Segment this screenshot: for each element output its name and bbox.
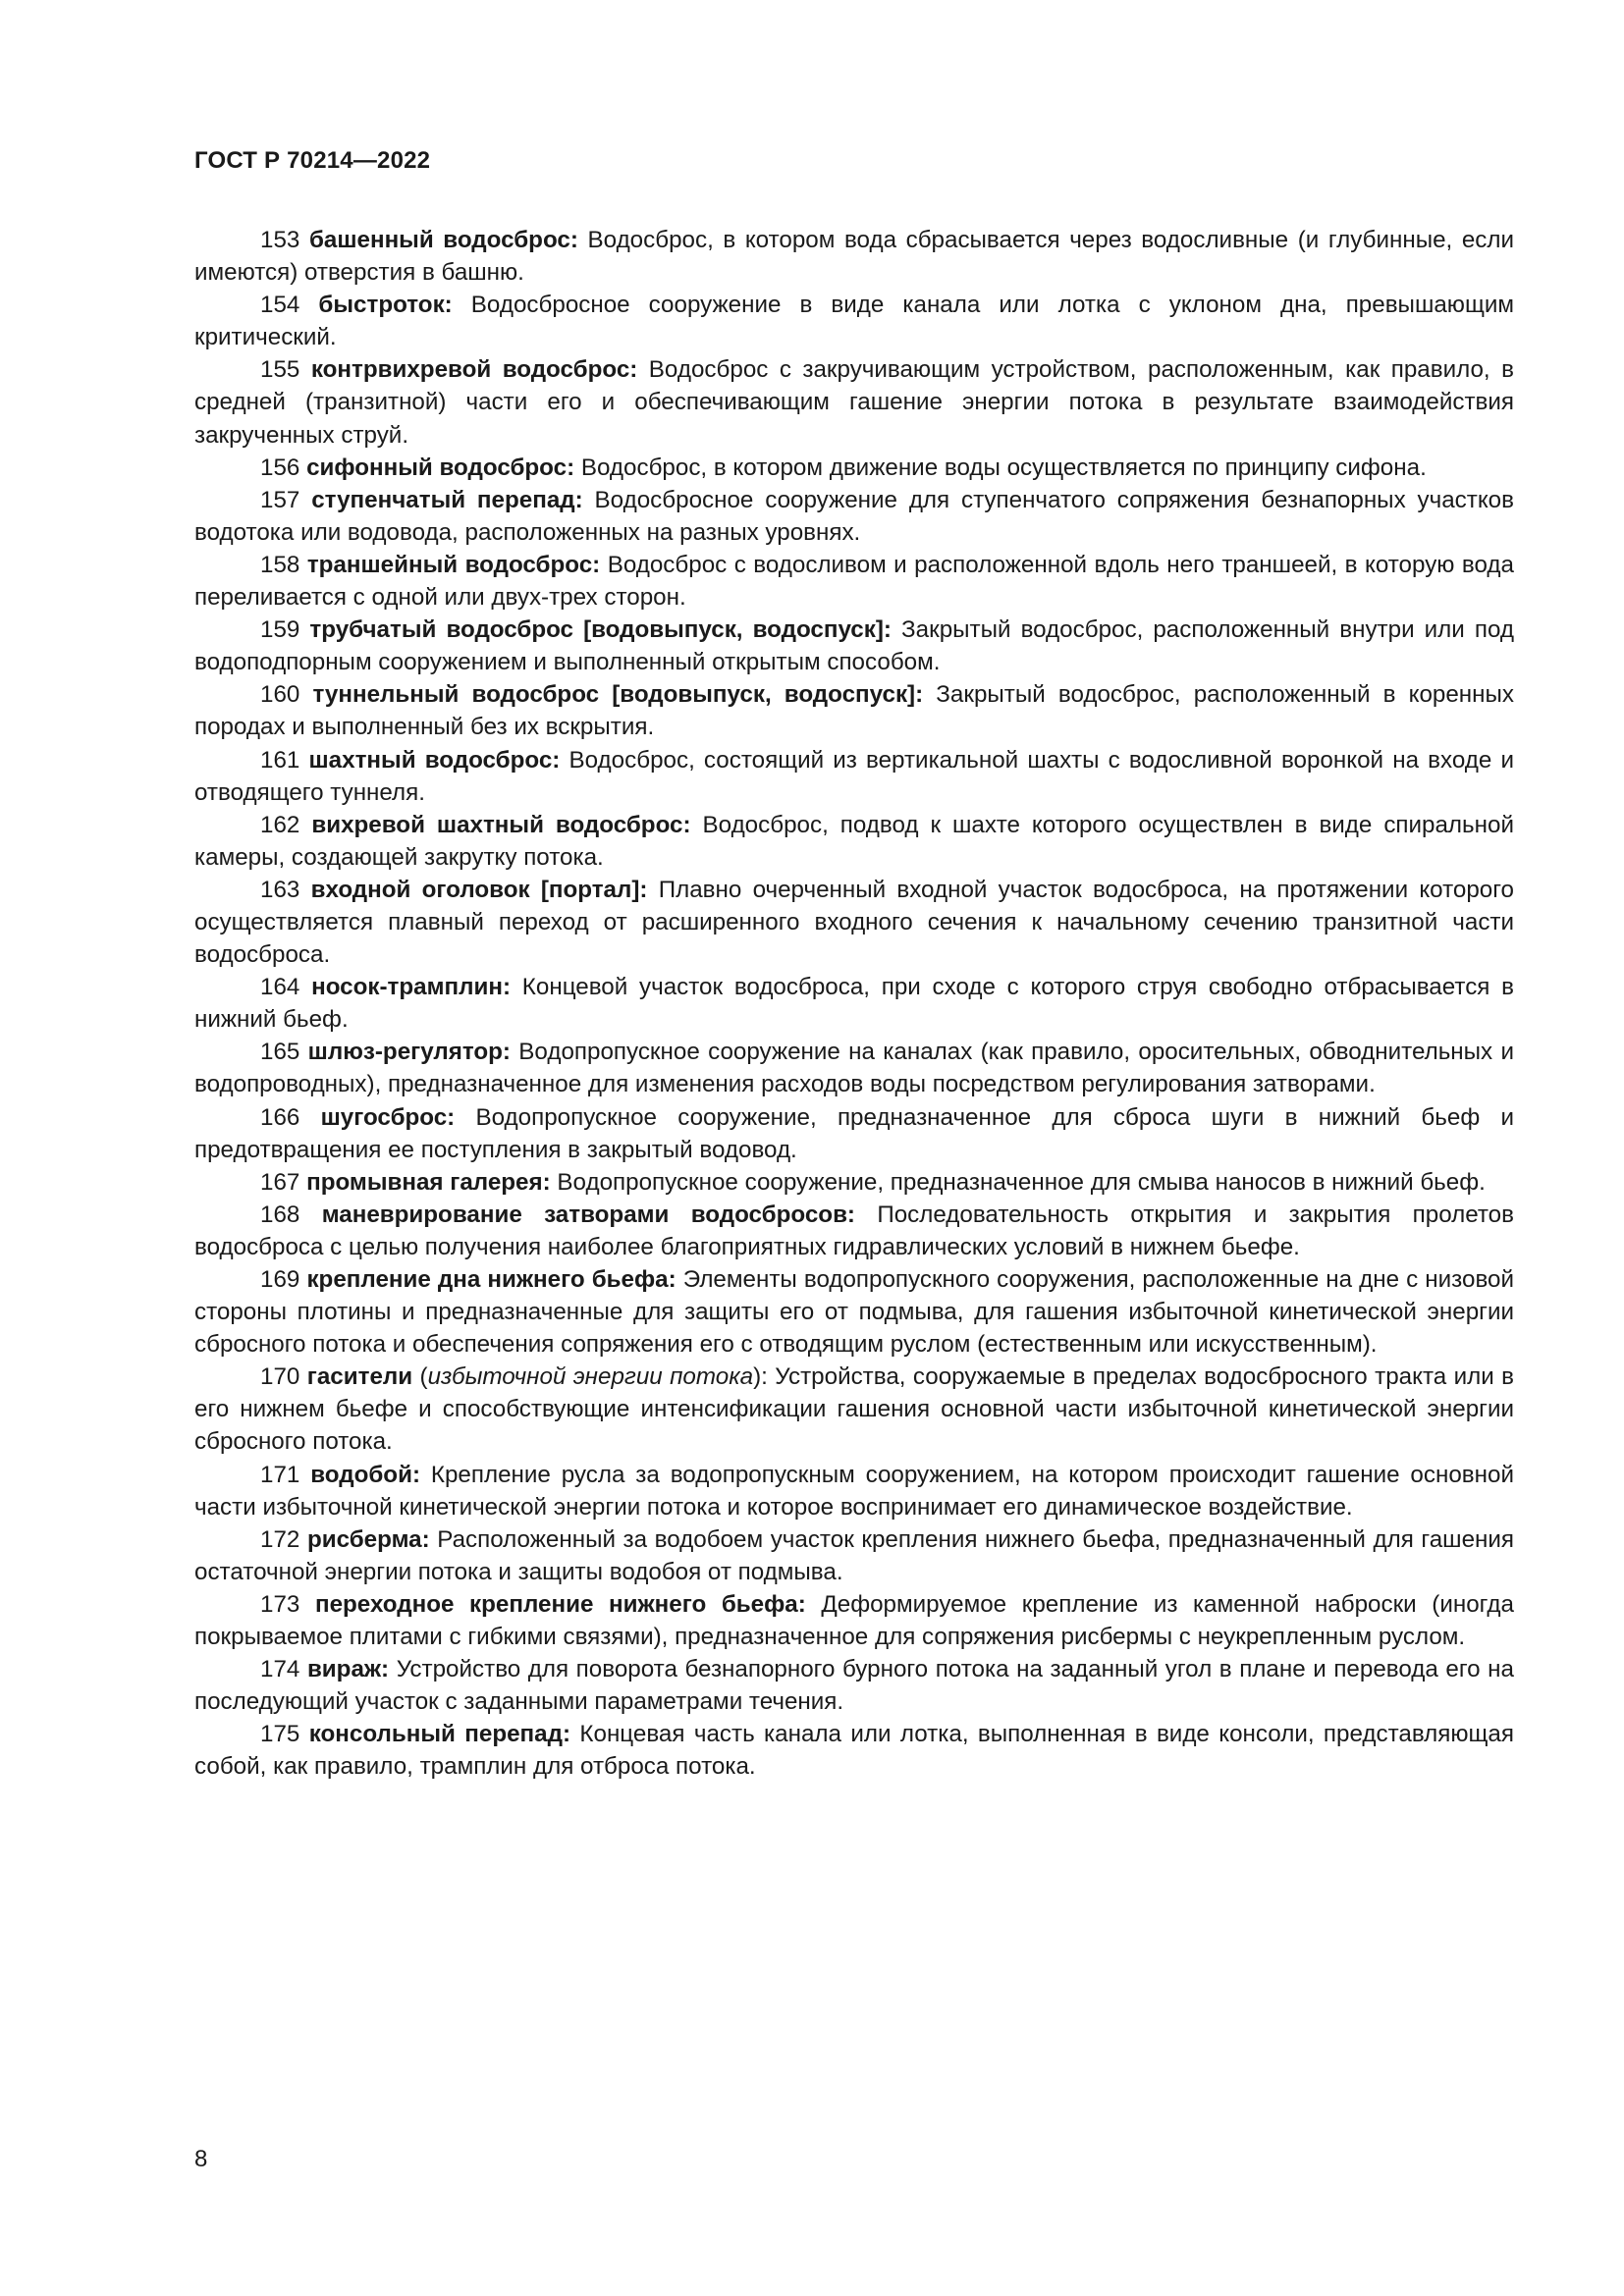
term-entry (194, 874, 1514, 971)
term-entry (194, 1036, 1514, 1100)
document-code-header: ГОСТ Р 70214—2022 (194, 147, 431, 174)
terms-list (194, 224, 1514, 1784)
term-entry (194, 614, 1514, 678)
term-definition: Водосброс, подвод к шахте которого осуществлен в виде спиральной камеры, создающей закрутку потока. (194, 811, 1514, 871)
term-entry (194, 1459, 1514, 1523)
term-number: 168 (260, 1201, 300, 1228)
term-entry (194, 1166, 1514, 1199)
term-number: 155 (260, 356, 300, 384)
term-name: шлюз-регулятор: (307, 1039, 511, 1066)
term-entry (194, 1263, 1514, 1361)
term-definition: Концевая часть канала или лотка, выполненная в виде консоли, представляющая собой, как правило, трамплин для отброса потока. (194, 1721, 1514, 1781)
term-number: 157 (260, 486, 300, 513)
term-definition: Водопропускное сооружение на каналах (как правило, оросительных, обводнительных и водопроводных), предназначенное для изменения расходов воды посредством регулирования затворами. (194, 1039, 1514, 1098)
term-definition: Закрытый водосброс, расположенный в коренных породах и выполненный без их вскрытия. (194, 681, 1514, 741)
term-entry (194, 1653, 1514, 1718)
term-entry (194, 289, 1514, 353)
term-name: сифонный водосброс: (306, 454, 575, 481)
term-name: вихревой шахтный водосброс: (311, 811, 691, 838)
term-name: трубчатый водосброс [водовыпуск, водоспуск]: (309, 616, 892, 644)
term-number: 158 (260, 551, 300, 578)
term-name: консольный перепад: (308, 1721, 571, 1748)
term-number: 166 (260, 1103, 300, 1131)
term-number: 156 (260, 454, 300, 481)
term-entry (194, 549, 1514, 614)
term-name: гасители (306, 1363, 413, 1391)
term-entry (194, 1199, 1514, 1263)
term-number: 154 (260, 292, 300, 319)
term-number: 153 (260, 227, 300, 253)
term-definition: Водопропускное сооружение, предназначенное для сброса шуги в нижний бьеф и предотвращения ее поступления в закрытый водовод. (194, 1103, 1514, 1163)
term-definition: Элементы водопропускного сооружения, расположенные на дне с низовой стороны плотины и предназначенные для защиты его от подмыва, для гашения избыточной кинетической энергии сбросного потока и обеспечения сопряжения его с отводящим руслом (естественным или искусственным). (194, 1266, 1514, 1359)
term-qualifier: избыточной энергии потока (427, 1363, 754, 1391)
term-name: крепление дна нижнего бьефа: (306, 1266, 677, 1293)
term-definition: Последовательность открытия и закрытия пролетов водосброса с целью получения наиболее благоприятных гидравлических условий в нижнем бьефе. (194, 1201, 1514, 1260)
term-definition: Водосбросное сооружение в виде канала или лотка с уклоном дна, превышающим критический. (194, 292, 1514, 351)
term-number: 171 (260, 1461, 300, 1488)
term-name: траншейный водосброс: (306, 551, 601, 578)
term-name: ступенчатый перепад: (311, 486, 583, 513)
term-definition: Водосброс, в котором вода сбрасывается через водосливные (и глубинные, если имеются) отверстия в башню. (194, 227, 1515, 287)
term-definition: Водосбросное сооружение для ступенчатого сопряжения безнапорных участков водотока или водовода, расположенных на разных уровнях. (194, 486, 1514, 546)
term-number: 162 (260, 811, 300, 838)
term-number: 160 (260, 681, 300, 709)
term-definition: Водосброс с водосливом и расположенной вдоль него траншеей, в которую вода переливается с одной или двух-трех сторон. (194, 551, 1514, 612)
term-number: 167 (260, 1168, 300, 1196)
term-definition: Плавно очерченный входной участок водосброса, на протяжении которого осуществляется плавный переход от расширенного входного сечения к начальному сечению транзитной части водосброса. (194, 876, 1514, 969)
term-name: вираж: (306, 1656, 390, 1683)
term-definition: Деформируемое крепление из каменной наброски (иногда покрываемое плитами с гибкими связями), предназначенное для сопряжения рисбермы с неукрепленным руслом. (194, 1590, 1514, 1651)
term-entry (194, 1523, 1514, 1588)
term-entry (194, 744, 1514, 809)
term-definition: Водосброс, состоящий из вертикальной шахты с водосливной воронкой на входе и отводящего туннеля. (194, 746, 1514, 806)
term-entry (194, 1361, 1514, 1458)
term-definition: Закрытый водосброс, расположенный внутри или под водоподпорным сооружением и выполненный открытым способом. (194, 616, 1514, 676)
term-number: 172 (260, 1525, 300, 1553)
term-name: рисберма: (306, 1525, 430, 1553)
term-name: промывная галерея: (306, 1168, 551, 1196)
term-entry (194, 452, 1514, 484)
term-entry (194, 224, 1514, 289)
term-name: быстроток: (318, 292, 453, 319)
term-name: переходное крепление нижнего бьефа: (314, 1590, 806, 1618)
term-name: башенный водосброс: (308, 227, 578, 253)
term-definition: Устройства, сооружаемые в пределах водосбросного тракта или в его нижнем бьефе и способствующие интенсификации гашения основной части избыточной кинетической энергии сбросного потока. (194, 1363, 1514, 1456)
term-number: 174 (260, 1656, 300, 1683)
term-definition: Концевой участок водосброса, при сходе с которого струя свободно отбрасывается в нижний бьеф. (194, 974, 1514, 1034)
term-entry (194, 971, 1514, 1036)
term-entry (194, 1588, 1514, 1653)
term-name: шахтный водосброс: (308, 746, 561, 774)
term-entry (194, 353, 1514, 451)
term-number: 170 (260, 1363, 300, 1391)
term-number: 169 (260, 1266, 300, 1293)
term-number: 159 (260, 616, 300, 644)
term-definition: Расположенный за водобоем участок крепления нижнего бьефа, предназначенный для гашения остаточной энергии потока и защиты водобоя от подмыва. (194, 1525, 1514, 1585)
term-name: туннельный водосброс [водовыпуск, водоспуск]: (312, 681, 924, 709)
term-name: водобой: (310, 1461, 421, 1488)
term-name: входной оголовок [портал]: (310, 876, 648, 903)
term-name: контрвихревой водосброс: (310, 356, 638, 384)
term-definition: Водосброс, в котором движение воды осуществляется по принципу сифона. (580, 454, 1427, 481)
term-number: 175 (260, 1721, 300, 1748)
qualifier-close: ): (753, 1363, 768, 1391)
term-definition: Устройство для поворота безнапорного бурного потока на заданный угол в плане и перевода его на последующий участок с заданными параметрами течения. (194, 1656, 1514, 1716)
term-number: 161 (260, 746, 300, 774)
term-number: 164 (260, 974, 300, 1001)
term-number: 163 (260, 876, 300, 903)
term-entry (194, 484, 1514, 549)
term-name: шугосброс: (320, 1103, 456, 1131)
term-entry (194, 1718, 1514, 1783)
term-name: носок-трамплин: (311, 974, 512, 1001)
qualifier-open: ( (412, 1363, 428, 1391)
page-number: 8 (194, 2146, 208, 2172)
term-name: маневрирование затворами водосбросов: (321, 1201, 855, 1228)
term-definition: Водосброс с закручивающим устройством, расположенным, как правило, в средней (транзитной) части его и обеспечивающим гашение энергии потока в результате взаимодействия закрученных струй. (194, 356, 1514, 449)
term-number: 173 (260, 1590, 300, 1618)
term-number: 165 (260, 1039, 300, 1066)
term-entry (194, 809, 1514, 874)
term-definition: Водопропускное сооружение, предназначенное для смыва наносов в нижний бьеф. (557, 1168, 1486, 1196)
term-definition: Крепление русла за водопропускным сооружением, на котором происходит гашение основной части избыточной кинетической энергии потока и которое воспринимает его динамическое воздействие. (194, 1461, 1514, 1521)
term-entry (194, 678, 1514, 743)
term-entry (194, 1101, 1514, 1166)
